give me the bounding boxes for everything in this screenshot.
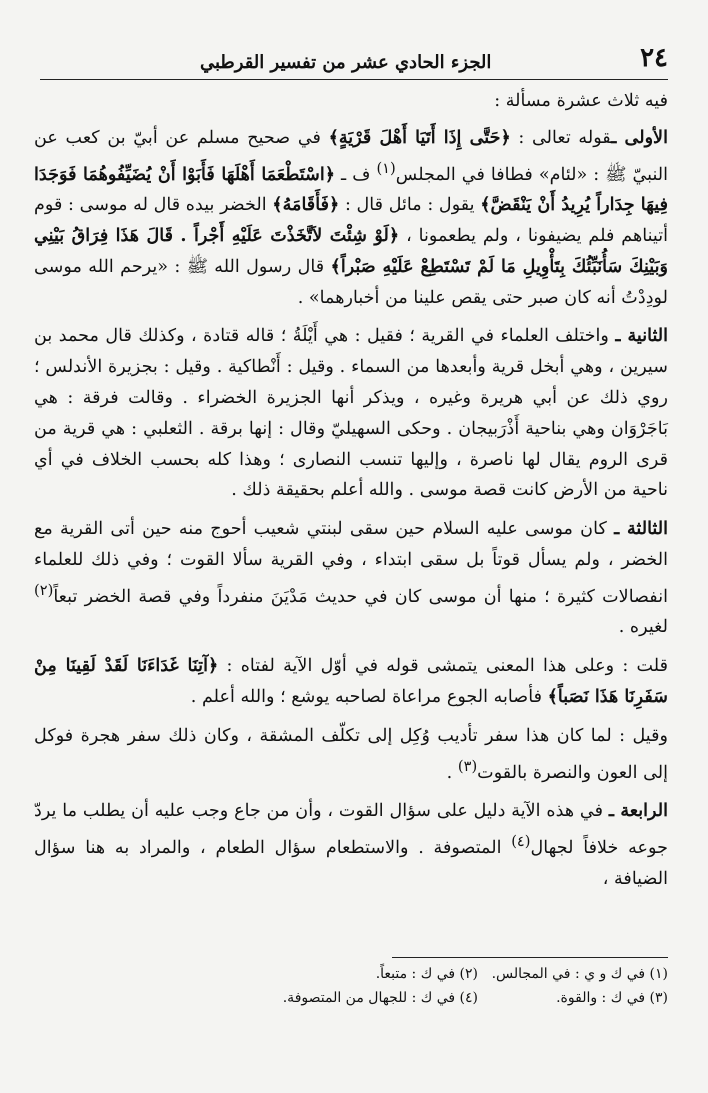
quran-quote: ﴿حَتَّى إِذَا أَتَيَا أَهْلَ قَرْيَةٍ﴾ bbox=[328, 126, 511, 148]
paragraph-alternative-view bbox=[34, 721, 668, 788]
footnote-ref: (٤) bbox=[511, 833, 531, 851]
footnote-row bbox=[40, 962, 668, 986]
quran-quote: ﴿لَوْ شِئْتَ لاَتَّخَذْتَ عَلَيْهِ أَجْراً . قَالَ هَذَا فِرَاقُ بَيْنِي وَبَيْنِكَ سَأُنَبِّئُكَ بِتَأْوِيلِ مَا لَمْ تَسْتَطِعْ عَلَيْهِ صَبْراً﴾ bbox=[34, 225, 669, 277]
paragraph-text: وقيل : لما كان هذا سفر تأديب وُكِل إلى تكلّف المشقة ، وكان ذلك سفر هجرة فوكل إلى العون والنصرة بالقوت bbox=[34, 725, 668, 783]
issue-lead: الثالثة ـ bbox=[614, 518, 668, 540]
paragraph-fourth-issue bbox=[34, 796, 668, 894]
footnote-row bbox=[40, 986, 668, 1010]
footnote-ref: (٣) bbox=[457, 757, 478, 775]
quran-quote: ﴿فَأَقَامَهُ﴾ bbox=[272, 194, 340, 216]
footnote-item: (٤) في ك : للجهال من المتصوفة. bbox=[282, 990, 478, 1006]
page-number: ٢٤ bbox=[640, 43, 668, 73]
page-header bbox=[40, 42, 668, 80]
footnote-divider bbox=[392, 957, 668, 958]
paragraph-text: يقول : مائل قال : bbox=[339, 195, 481, 216]
paragraph-second-issue bbox=[34, 321, 668, 506]
running-title: الجزء الحادي عشر من تفسير القرطبي bbox=[200, 52, 492, 73]
intro-line: فيه ثلاث عشرة مسألة : bbox=[494, 91, 668, 111]
paragraph-text: كان موسى عليه السلام حين سقى لبنتي شعيب أحوج منه حين أتى القرية مع الخضر ، ولم يسأل قوتاً بل سقى ابتداء ، وفي القرية سألا القوت ؛ وفي ذلك للعلماء انفصالات كثيرة ؛ منها أن موسى كان في حديث مَدْيَنَ منفرداً وفي قصة الخضر تبعاً bbox=[34, 519, 668, 607]
paragraph-text: قوله تعالى : bbox=[510, 127, 612, 148]
paragraph-text: قال رسول الله ﷺ : «يرحم الله موسى لودِدْتُ أنه كان صبر حتى يقص علينا من أخبارهما» . bbox=[34, 256, 668, 308]
paragraph-text: في صحيح مسلم عن أبيّ بن كعب عن النبيّ ﷺ : «لئام» فطافا في المجلس bbox=[34, 127, 669, 185]
page-body bbox=[34, 86, 668, 903]
paragraph-comment bbox=[34, 651, 668, 713]
paragraph-text: فأصابه الجوع مراعاة لصاحبه يوشع ؛ والله أعلم . bbox=[190, 687, 548, 708]
issue-lead: الأولى ـ bbox=[611, 126, 668, 148]
paragraph-third-issue bbox=[34, 514, 668, 643]
paragraph-first-issue bbox=[34, 123, 668, 314]
quran-quote: ﴿آتِنَا غَدَاءَنَا لَقَدْ لَقِينَا مِنْ سَفَرِنَا هَذَا نَصَباً﴾ bbox=[34, 655, 668, 708]
paragraph-text: في هذه الآية دليل على سؤال القوت ، وأن من جاع وجب عليه أن يطلب ما يردّ جوعه خلافاً لجهال bbox=[34, 801, 668, 858]
paragraph-text: لغيره . bbox=[618, 617, 668, 638]
footnote-item: (٣) في ك : والقوة. bbox=[556, 990, 668, 1006]
paragraph-text: واختلف العلماء في القرية ؛ فقيل : هي أَيْلَةُ ؛ قاله قتادة ، وكذلك قال محمد بن سيرين ، وهي أبخل قرية وأبعدها من السماء . وقيل : أَنْطاكية . وقيل : بجزيرة الأندلس ؛ روي ذلك عن أبي هريرة وغيره ، ويذكر أنها الجزيرة الخضراء . وقالت فرقة : هي بَاجَرْوَان وهي بناحية أَذْرَبيجان . وحكى السهيليّ وقال : إنها برقة . الثعلبي : هي قرية من قرى الروم يقال لها ناصرة ، وإليها تنسب النصارى ؛ وهذا كله بحسب الخلاف في أي ناحية من الأرض كانت قصة موسى . والله أعلم بحقيقة ذلك . bbox=[34, 326, 668, 501]
footnotes bbox=[40, 962, 668, 1010]
footnote-item: (١) في ك و ي : في المجالس. bbox=[491, 966, 668, 982]
paragraph-text: ف ـ bbox=[335, 164, 377, 185]
issue-lead: الثانية ـ bbox=[615, 325, 669, 347]
paragraph-text: الخضر بيده قال له موسى : قوم أتيناهم فلم يضيفونا ، ولم يطعمونا ، bbox=[34, 195, 669, 247]
paragraph-text: . bbox=[446, 762, 458, 783]
footnote-ref: (١) bbox=[376, 159, 396, 177]
quran-quote: ﴿اسْتَطْعَمَا أَهْلَهَا فَأَبَوْا أَنْ يُضَيِّفُوهُمَا فَوَجَدَا فِيهَا جِدَاراً يُرِيدُ أَنْ يَنْقَضَّ﴾ bbox=[34, 163, 669, 216]
footnote-item: (٢) في ك : متبعاً. bbox=[375, 966, 478, 982]
footnote-ref: (٢) bbox=[34, 581, 54, 599]
issue-lead: الرابعة ـ bbox=[608, 800, 668, 822]
paragraph-text: المتصوفة . والاستطعام سؤال الطعام ، والمراد به هنا سؤال الضيافة ، bbox=[34, 837, 668, 889]
paragraph-text: قلت : وعلى هذا المعنى يتمشى قوله في أوّل الآية لفتاه : bbox=[218, 656, 668, 677]
